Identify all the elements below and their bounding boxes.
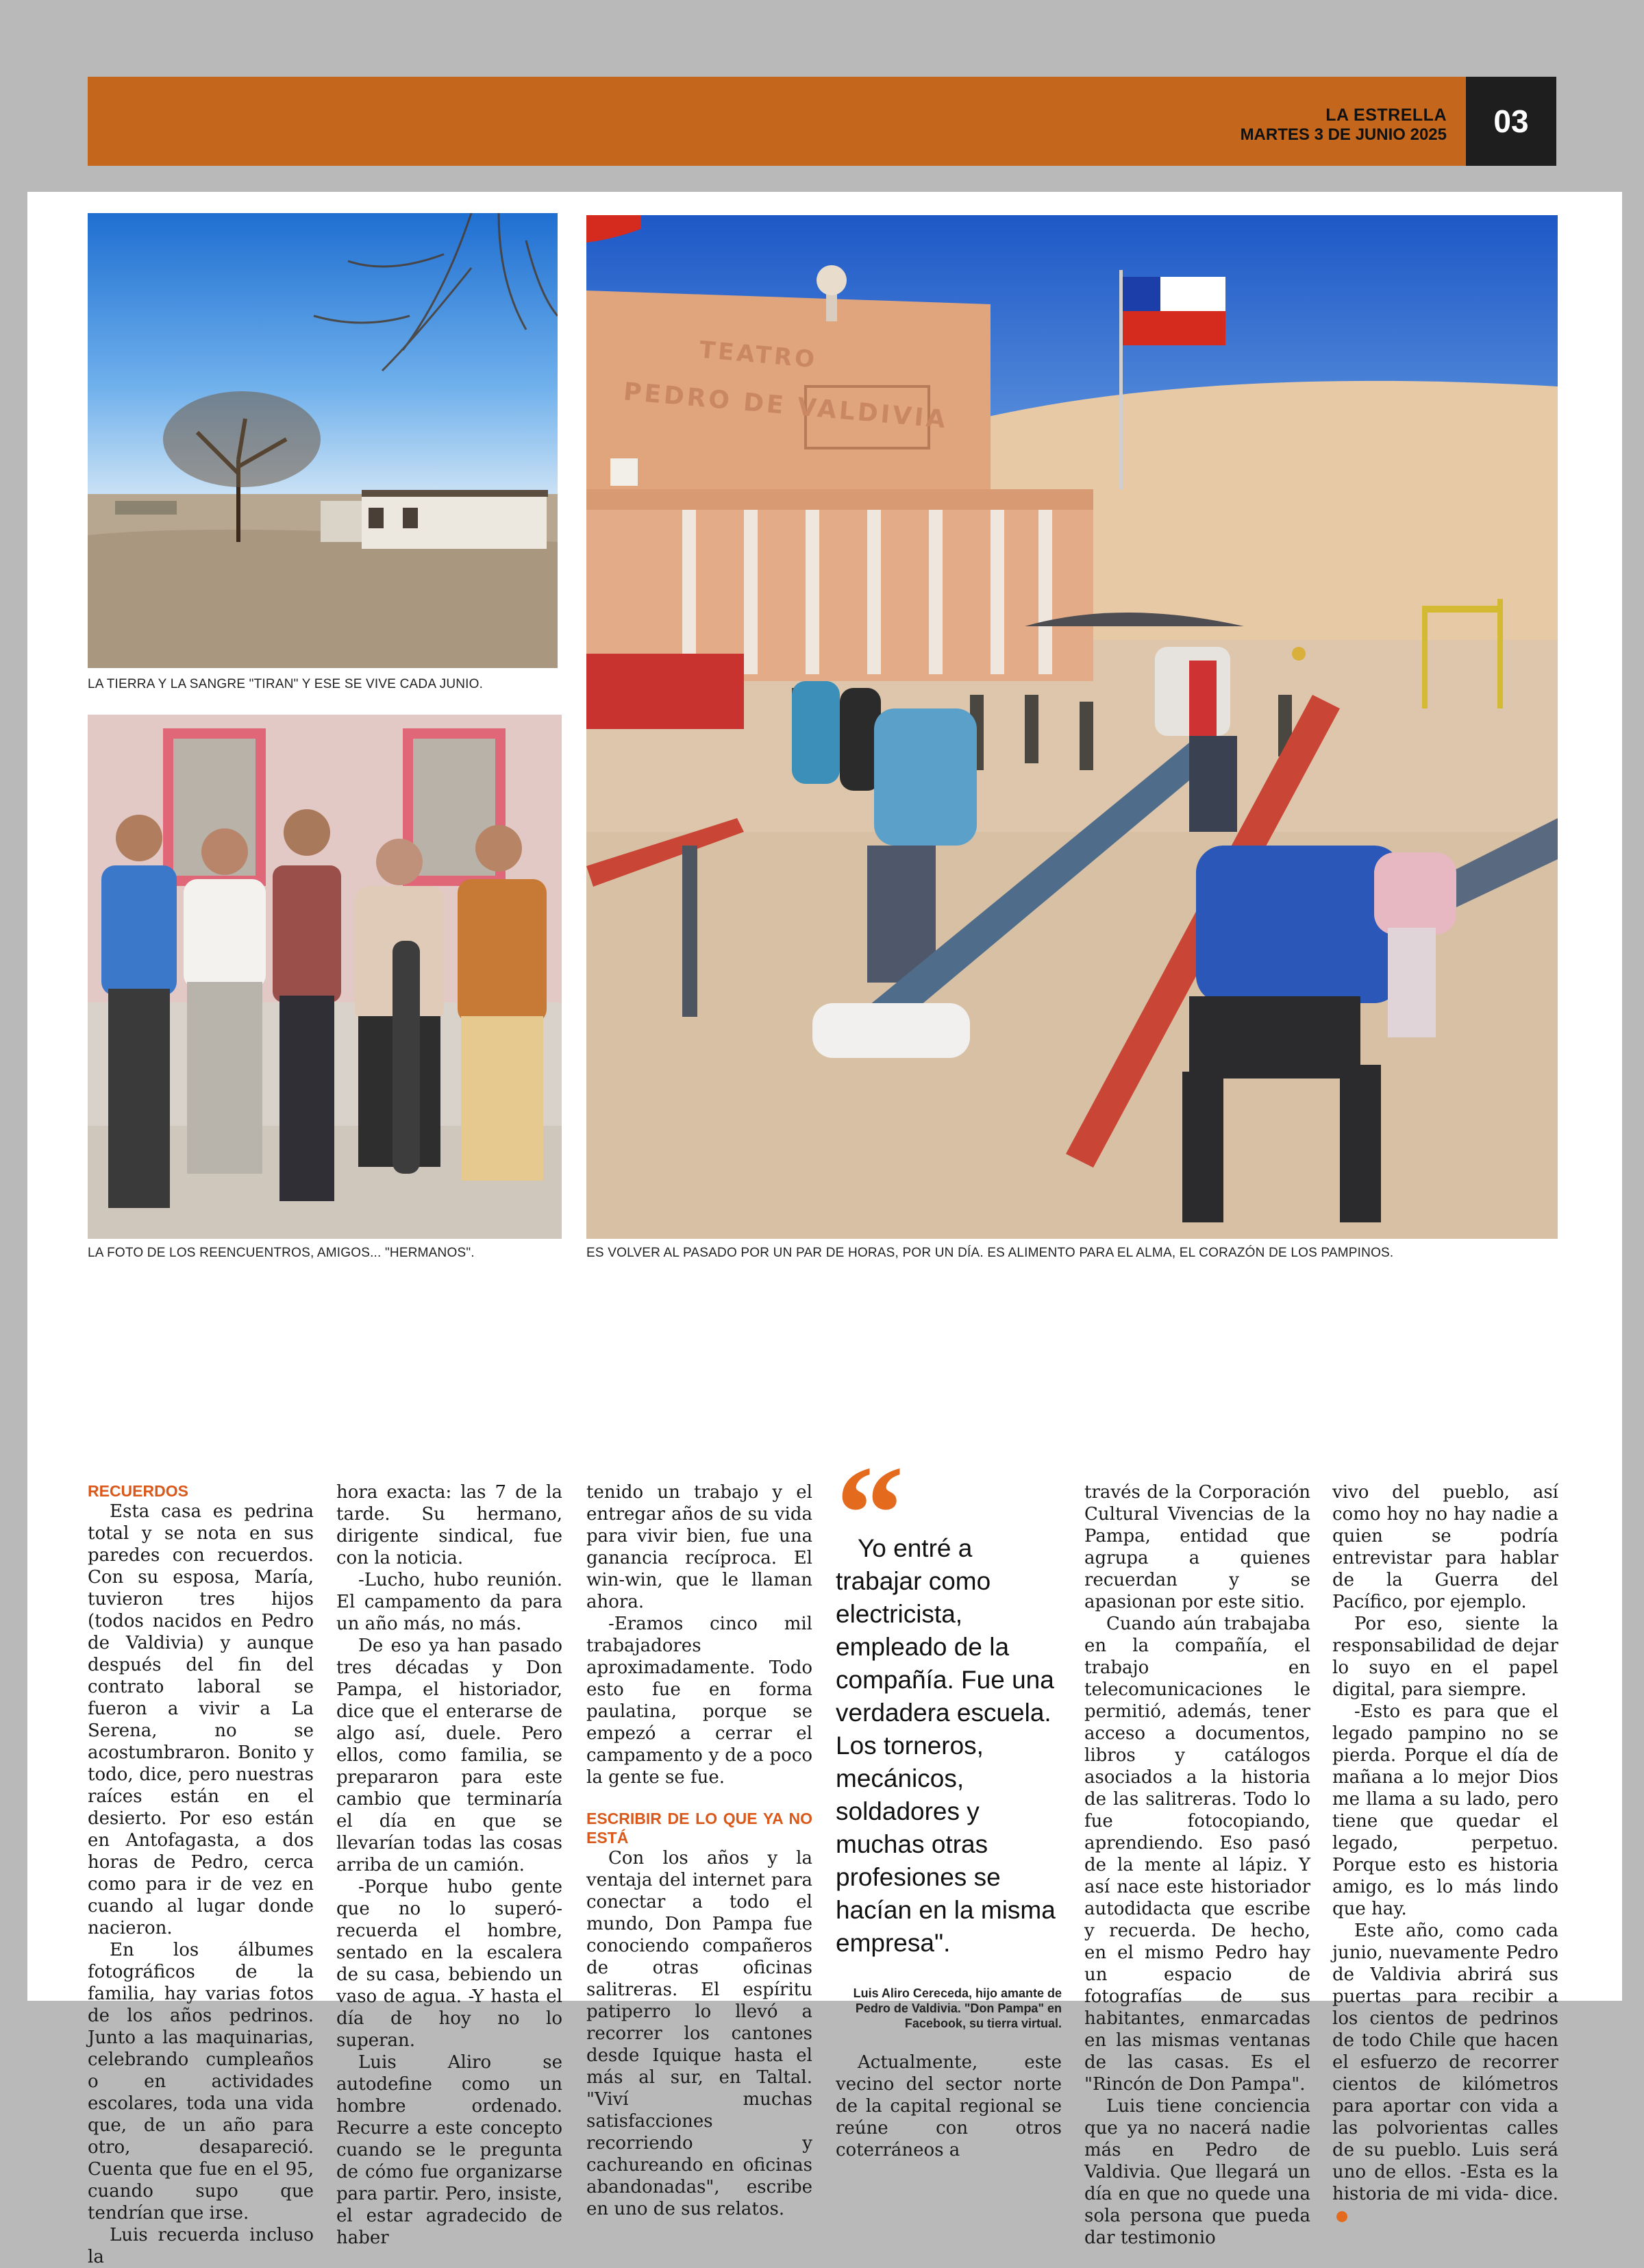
landscape-illustration: [88, 213, 558, 668]
closing-paragraph-text: Este año, como cada junio, nuevamente Pedro de Valdivia abrirá sus puertas para recibir a los cientos de pedrinos de todo Chile que hacen el esfuerzo de recorrer cientos de kilómetros para aportar con vida a las polvorientas calles de su pueblo. Luis será uno de ellos. -Esta es la historia de mi vida- dice.: [1332, 1921, 1558, 2204]
paragraph: De eso ya han pasado tres décadas y Don Pampa, el historiador, dice que el enterarse de algo así, duele. Pero ellos, como familia, se prepararon para este cambio que terminaría el día en que se llevarían todas las cosas arriba de un camión.: [336, 1636, 562, 1875]
paragraph: -Porque hubo gente que no lo superó- recuerda el hombre, sentado en la escalera de su casa, bebiendo un vaso de agua. -Y hasta el día de hoy no lo superan.: [336, 1877, 562, 2051]
issue-date: MARTES 3 DE JUNIO 2025: [1240, 125, 1447, 144]
landscape-caption: LA TIERRA Y LA SANGRE "TIRAN" Y ESE SE VIVE CADA JUNIO.: [88, 677, 484, 691]
theatre-caption: ES VOLVER AL PASADO POR UN PAR DE HORAS, POR UN DÍA. ES ALIMENTO PARA EL ALMA, EL CORAZÓN DE LOS PAMPINOS.: [586, 1246, 1394, 1260]
paragraph: Esta casa es pedrina total y se nota en sus paredes con recuerdos. Con su esposa, María, tuvieron tres hijos (todos nacidos en Pedro de Valdivia) y aunque después del fin del contrato laboral se fueron a vivir a La Serena, no se acostumbraron. Bonito y todo, dice, pero nuestras raíces están en el desierto. Por eso están en Antofagasta, a dos horas de Pedro, cerca como para ir de vez en cuando al lugar donde nacieron.: [88, 1501, 314, 1938]
paragraph: tenido un trabajo y el entregar años de su vida para vivir bien, fue una ganancia recíproca. El win-win, que le llaman ahora.: [586, 1482, 812, 1612]
group-illustration: [88, 715, 562, 1239]
paragraph: hora exacta: las 7 de la tarde. Su hermano, dirigente sindical, fue con la noticia.: [336, 1482, 562, 1568]
quote-attribution: Luis Aliro Cereceda, hijo amante de Pedro de Valdivia. "Don Pampa" en Facebook, su tierra virtual.: [853, 1986, 1062, 2030]
article-column-1: [88, 1481, 314, 2268]
theatre-illustration: [586, 215, 1558, 1239]
article-column-4: [836, 1481, 1062, 2161]
header-text: [1241, 107, 1447, 143]
paragraph: Luis recuerda incluso la: [88, 2225, 314, 2267]
group-caption: LA FOTO DE LOS REENCUENTROS, AMIGOS... "HERMANOS".: [88, 1246, 475, 1260]
paragraph: Actualmente, este vecino del sector norte de la capital regional se reúne con otros coterráneos a: [836, 2052, 1062, 2160]
pull-quote: Yo entré a trabajar como electricista, empleado de la compañía. Fue una verdadera escuela. Los torneros, mecánicos, soldadores y muchas otras profesiones se hacían en la misma empresa".: [836, 1534, 1056, 1957]
end-of-article-icon: [1336, 2211, 1347, 2222]
paragraph: Luis tiene conciencia que ya no nacerá nadie más en Pedro de Valdivia. Que llegará un día en que no quede una sola persona que pueda dar testimonio: [1084, 2096, 1310, 2248]
article-column-2: [336, 1481, 562, 2249]
group-photo: [88, 715, 562, 1239]
paragraph: -Lucho, hubo reunión. El campamento da para un año más, no más.: [336, 1570, 562, 1634]
landscape-photo: [88, 213, 558, 668]
paragraph: vivo del pueblo, así como hoy no hay nadie a quien se podría entrevistar para hablar de la Guerra del Pacífico, por ejemplo.: [1332, 1482, 1558, 1612]
paragraph: En los álbumes fotográficos de la familia, hay varias fotos de los años pedrinos. Junto a las maquinarias, celebrando cumpleaños o en actividades escolares, toda una vida que, de un año para otro, desapareció. Cuenta que fue en el 95, cuando supo que tendrían que irse.: [88, 1940, 314, 2223]
paragraph: [1332, 1920, 1558, 2227]
publication-name: LA ESTRELLA: [1325, 106, 1447, 125]
theatre-sign-line1: TEATRO: [698, 336, 819, 374]
article-column-3: [586, 1481, 812, 2220]
paragraph: -Esto es para que el legado pampino no se pierda. Porque el día de mañana a lo mejor Dios me llama a su lado, pero tiene que quedar el legado, perpetuo. Porque esto es historia amigo, es lo más lindo que hay.: [1332, 1701, 1558, 1919]
paragraph: Luis Aliro se autodefine como un hombre ordenado. Recurre a este concepto cuando se le pregunta de cómo fue organizarse para partir. Pero, insiste, el estar agradecido de haber: [336, 2052, 562, 2248]
theatre-sign-line2: PEDRO DE VALDIVIA: [622, 378, 949, 434]
paragraph: Con los años y la ventaja del internet para conectar a todo el mundo, Don Pampa fue conociendo compañeros de otras oficinas salitreras. El espíritu patiperro lo llevó a recorrer los cantones desde Iquique hasta el más al sur, en Taltal. "Viví muchas satisfacciones recorriendo y cachureando en oficinas abandonadas", escribe en uno de sus relatos.: [586, 1848, 812, 2219]
paragraph: Por eso, siente la responsabilidad de dejar lo suyo en el papel digital, para siempre.: [1332, 1614, 1558, 1700]
article-column-6: [1332, 1481, 1558, 2227]
paragraph: -Eramos cinco mil trabajadores aproximadamente. Todo esto fue en forma paulatina, porque se empezó a cerrar el campamento y de a poco la gente se fue.: [586, 1614, 812, 1788]
article-column-5: [1084, 1481, 1310, 2249]
quote-mark-icon: [836, 1466, 1062, 1532]
page-header: [88, 77, 1556, 166]
paragraph: través de la Corporación Cultural Vivencias de la Pampa, entidad que agrupa a quienes recuerdan y se apasionan por este sitio.: [1084, 1482, 1310, 1612]
section-heading-escribir: ESCRIBIR DE LO QUE YA NO ESTÁ: [586, 1810, 812, 1847]
paragraph: Cuando aún trabajaba en la compañía, el trabajo en telecomunicaciones le permitió, además, tener acceso a documentos, libros y catálogos asociados a la historia de las salitreras. Todo lo fue fotocopiando, aprendiendo. Eso pasó de la mente al lápiz. Y así nace este historiador autodidacta que escribe y recuerda. De hecho, en el mismo Pedro hay un espacio de fotografías de sus habitantes, enmarcadas en las mismas ventanas de las casas. Es el "Rincón de Don Pampa".: [1084, 1614, 1310, 2095]
section-heading-recuerdos: RECUERDOS: [88, 1482, 188, 1500]
page-number: 03: [1466, 77, 1556, 166]
page-sheet: [27, 192, 1622, 2267]
theatre-photo: [586, 215, 1558, 1239]
